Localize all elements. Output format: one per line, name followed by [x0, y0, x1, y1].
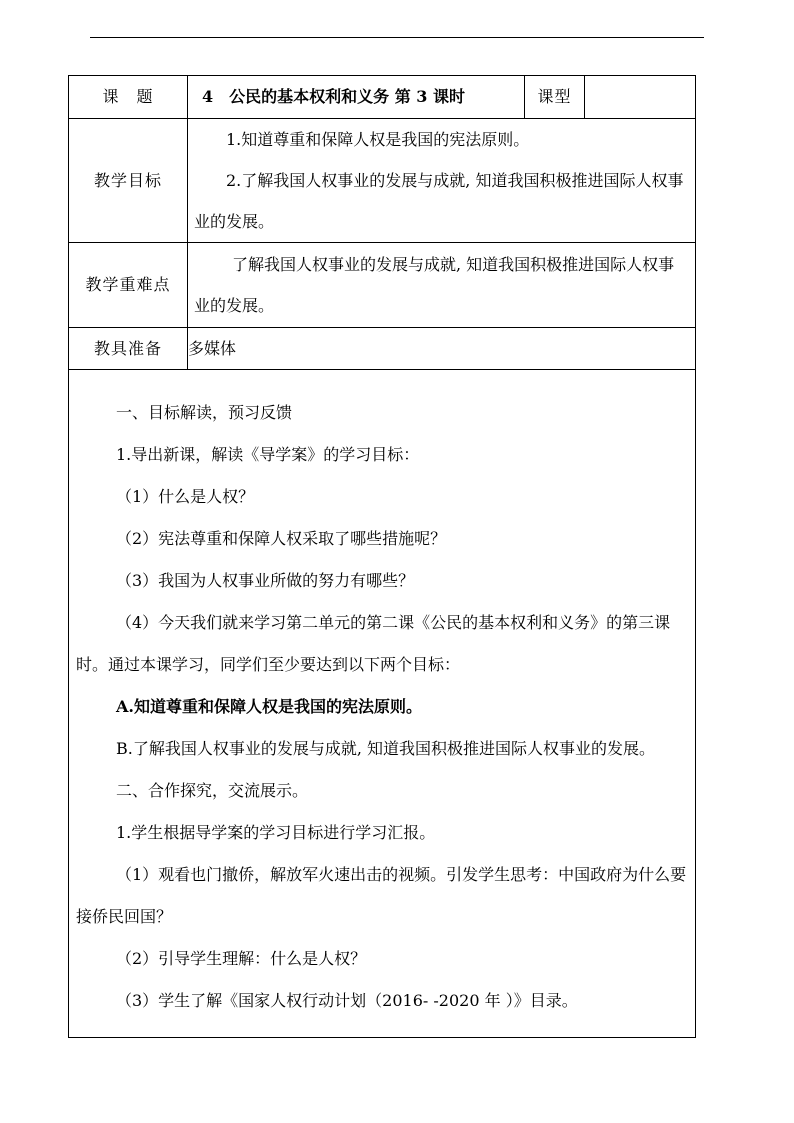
section-heading-2: 二、合作探究，交流展示。	[116, 780, 309, 800]
key-points-content	[188, 243, 696, 328]
question-3: （3）我国为人权事业所做的努力有哪些？	[116, 570, 415, 590]
question-2: （2）宪法尊重和保障人权采取了哪些措施呢？	[116, 528, 447, 548]
section-heading-1: 一、目标解读，预习反馈	[116, 402, 293, 422]
key-points-text: 了解我国人权事业的发展与成就, 知道我国积极推进国际人权事业的发展。	[194, 255, 675, 315]
key-points-row	[69, 243, 696, 328]
key-points-label: 教学重难点	[69, 243, 188, 328]
type-label: 课型	[525, 76, 585, 119]
step-1: 1.导出新课，解读《导学案》的学习目标：	[116, 444, 420, 464]
goal-item-1: 1.知道尊重和保障人权是我国的宪法原则。	[226, 130, 530, 149]
sub-step-2: （2）引导学生理解：什么是人权？	[116, 948, 367, 968]
step-2: 1.学生根据导学案的学习目标进行学习汇报。	[116, 822, 436, 842]
tools-row	[69, 328, 696, 370]
header-rule	[90, 37, 704, 38]
sub-step-3: （3）学生了解《国家人权行动计划（2016- -2020 年 ）》目录。	[116, 990, 578, 1010]
type-value	[585, 76, 696, 119]
lesson-title: 4 公民的基本权利和义务 第 3 课时	[188, 76, 525, 119]
question-4: （4）今天我们就来学习第二单元的第二课《公民的基本权利和义务》的第三课时。通过本课学习，同学们至少要达到以下两个目标：	[76, 612, 671, 674]
lesson-label: 课 题	[69, 76, 188, 119]
goals-row	[69, 119, 696, 243]
target-a: A.知道尊重和保障人权是我国的宪法原则。	[116, 696, 422, 716]
target-b: B.了解我国人权事业的发展与成就, 知道我国积极推进国际人权事业的发展。	[116, 738, 656, 758]
lesson-plan-table	[68, 75, 696, 1038]
lesson-plan-sheet	[68, 75, 695, 1036]
goal-item-2: 2.了解我国人权事业的发展与成就, 知道我国积极推进国际人权事业的发展。	[194, 171, 684, 231]
goals-content	[188, 119, 696, 243]
teaching-process-row	[69, 370, 696, 1038]
tools-label: 教具准备	[69, 328, 188, 370]
teaching-process-cell	[69, 370, 696, 1038]
title-row	[69, 76, 696, 119]
goals-label: 教学目标	[69, 119, 188, 243]
question-1: （1）什么是人权？	[116, 486, 255, 506]
tools-value: 多媒体	[188, 328, 696, 370]
teaching-process-text	[69, 386, 695, 1022]
sub-step-1: （1）观看也门撤侨，解放军火速出击的视频。引发学生思考：中国政府为什么要接侨民回国？	[76, 864, 687, 926]
